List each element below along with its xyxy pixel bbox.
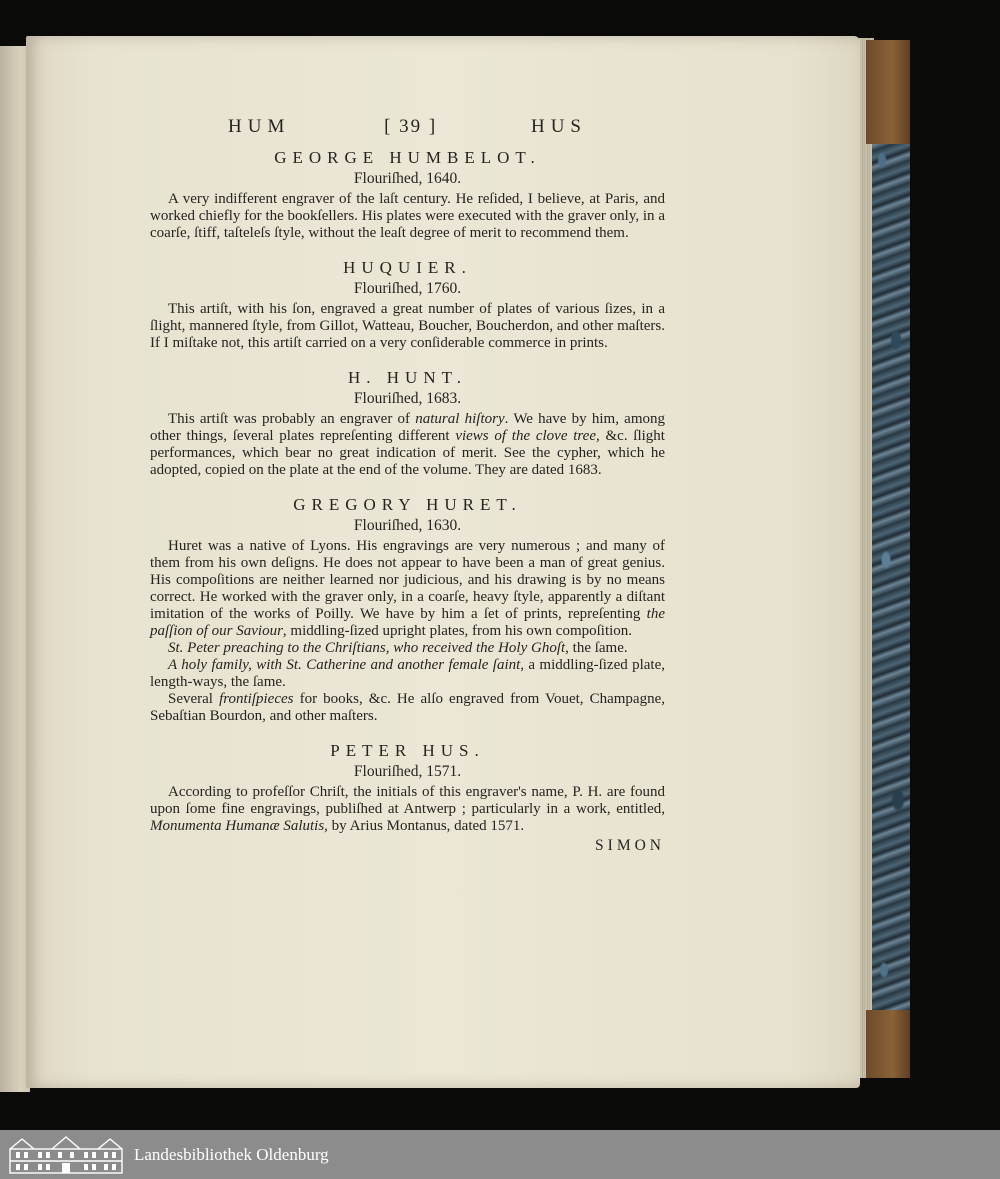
body-text: Huret was a native of Lyons. His engravings are very numerous ; and many of them from his own deſigns. He does not appear to have been a man of great genius. His compoſitions are neither learned nor judicious, and his drawing is by no means correct. He worked with the graver only, in a coarſe, heavy ſtyle, apparently a diſtant imitation of the works of Poilly. We have by him a ſet of prints, repreſenting bbox=[150, 538, 665, 622]
italic-text: frontiſpieces bbox=[219, 691, 294, 707]
body-text: , middling-ſized upright plates, from his own compoſition. bbox=[282, 623, 633, 639]
entry bbox=[150, 259, 665, 352]
body-text: &c. ſlight performances, which bear no great indication of merit. See the cypher, which he adopted, copied on the plate at the end of the volume. They are dated 1683. bbox=[150, 428, 665, 478]
page-number: [ 39 ] bbox=[384, 116, 438, 137]
entry bbox=[150, 742, 665, 835]
italic-text: St. Peter preaching to the Chriſtians, who received the Holy Ghoſt bbox=[168, 640, 566, 656]
entry-name: PETER HUS. bbox=[330, 741, 485, 760]
leather-corner-bottom bbox=[866, 1010, 910, 1078]
body-text: Several bbox=[168, 691, 220, 707]
italic-text: Monumenta Humanæ Salutis, bbox=[150, 818, 328, 834]
running-head-right: HUS bbox=[530, 116, 587, 137]
flourished-date: Flouriſhed, 1630. bbox=[353, 517, 462, 534]
entry-paragraph bbox=[150, 657, 665, 691]
entry-name: H. HUNT. bbox=[348, 368, 467, 387]
body-text: A very indifferent engraver of the laſt century. He reſided, I believe, at Paris, and worked chiefly for the bookſellers. His plates were executed with the graver only, in a coarſe, ſtiff, taſteleſs ſtyle, without the leaſt degree of merit to recommend them. bbox=[150, 191, 665, 241]
entry-paragraph bbox=[150, 301, 665, 352]
library-name: Landesbibliothek Oldenburg bbox=[134, 1144, 329, 1164]
entry-name: GEORGE HUMBELOT. bbox=[274, 148, 541, 167]
entry-paragraph bbox=[150, 411, 665, 479]
flourished-date: Flouriſhed, 1640. bbox=[353, 170, 462, 187]
body-text: This artiſt was probably an engraver of bbox=[168, 411, 416, 427]
body-text: by Arius Montanus, dated 1571. bbox=[327, 818, 525, 834]
entry bbox=[150, 149, 665, 242]
entry-paragraph bbox=[150, 640, 665, 657]
entry-gap bbox=[150, 352, 665, 369]
marbled-cover bbox=[872, 40, 910, 1078]
entry-paragraph bbox=[150, 191, 665, 242]
entries bbox=[150, 149, 665, 835]
leather-corner-top bbox=[866, 40, 910, 144]
body-text: , the ſame. bbox=[565, 640, 628, 656]
flourished-date: Flouriſhed, 1760. bbox=[353, 280, 462, 297]
body-text: . We have by him, among other things, ſeveral plates repreſenting different bbox=[150, 411, 665, 444]
entry-gap bbox=[150, 242, 665, 259]
entry bbox=[150, 369, 665, 479]
italic-text: the paſſion of our Saviour bbox=[150, 606, 665, 639]
body-text: for books, &c. He alſo engraved from Vouet, Champagne, Sebaſtian Bourdon, and other maſters. bbox=[150, 691, 665, 724]
flourished-date: Flouriſhed, 1683. bbox=[353, 390, 462, 407]
italic-text: views of the clove tree, bbox=[455, 428, 600, 444]
running-head-left: HUM bbox=[228, 116, 291, 137]
page-text bbox=[150, 118, 665, 854]
entry-paragraph bbox=[150, 691, 665, 725]
entry-paragraph bbox=[150, 538, 665, 640]
body-text: This artiſt, with his ſon, engraved a great number of plates of various ſizes, in a ſlight, mannered ſtyle, from Gillot, Watteau, Boucher, Boucherdon, and other maſters. If I miſtake not, this artiſt carried on a very conſiderable commerce in prints. bbox=[150, 301, 665, 351]
catchword: SIMON bbox=[595, 837, 665, 854]
running-head bbox=[150, 118, 665, 135]
italic-text: natural hiſtory bbox=[415, 411, 505, 427]
entry bbox=[150, 496, 665, 725]
entry-paragraph bbox=[150, 784, 665, 835]
flourished-date: Flouriſhed, 1571. bbox=[353, 763, 462, 780]
library-building-icon bbox=[8, 1135, 124, 1175]
italic-text: A holy family, with St. Catherine and another female ſaint bbox=[168, 657, 521, 673]
entry-name: HUQUIER. bbox=[343, 258, 472, 277]
body-text: , a middling-ſized plate, length-ways, the ſame. bbox=[150, 657, 666, 690]
entry-name: GREGORY HURET. bbox=[293, 495, 522, 514]
body-text: According to profeſſor Chriſt, the initials of this engraver's name, P. H. are found upon ſome fine engravings, publiſhed at Antwerp ; particularly in a work, entitled, bbox=[150, 784, 665, 817]
entry-gap bbox=[150, 725, 665, 742]
footer-bar bbox=[0, 1130, 1000, 1179]
entry-gap bbox=[150, 479, 665, 496]
